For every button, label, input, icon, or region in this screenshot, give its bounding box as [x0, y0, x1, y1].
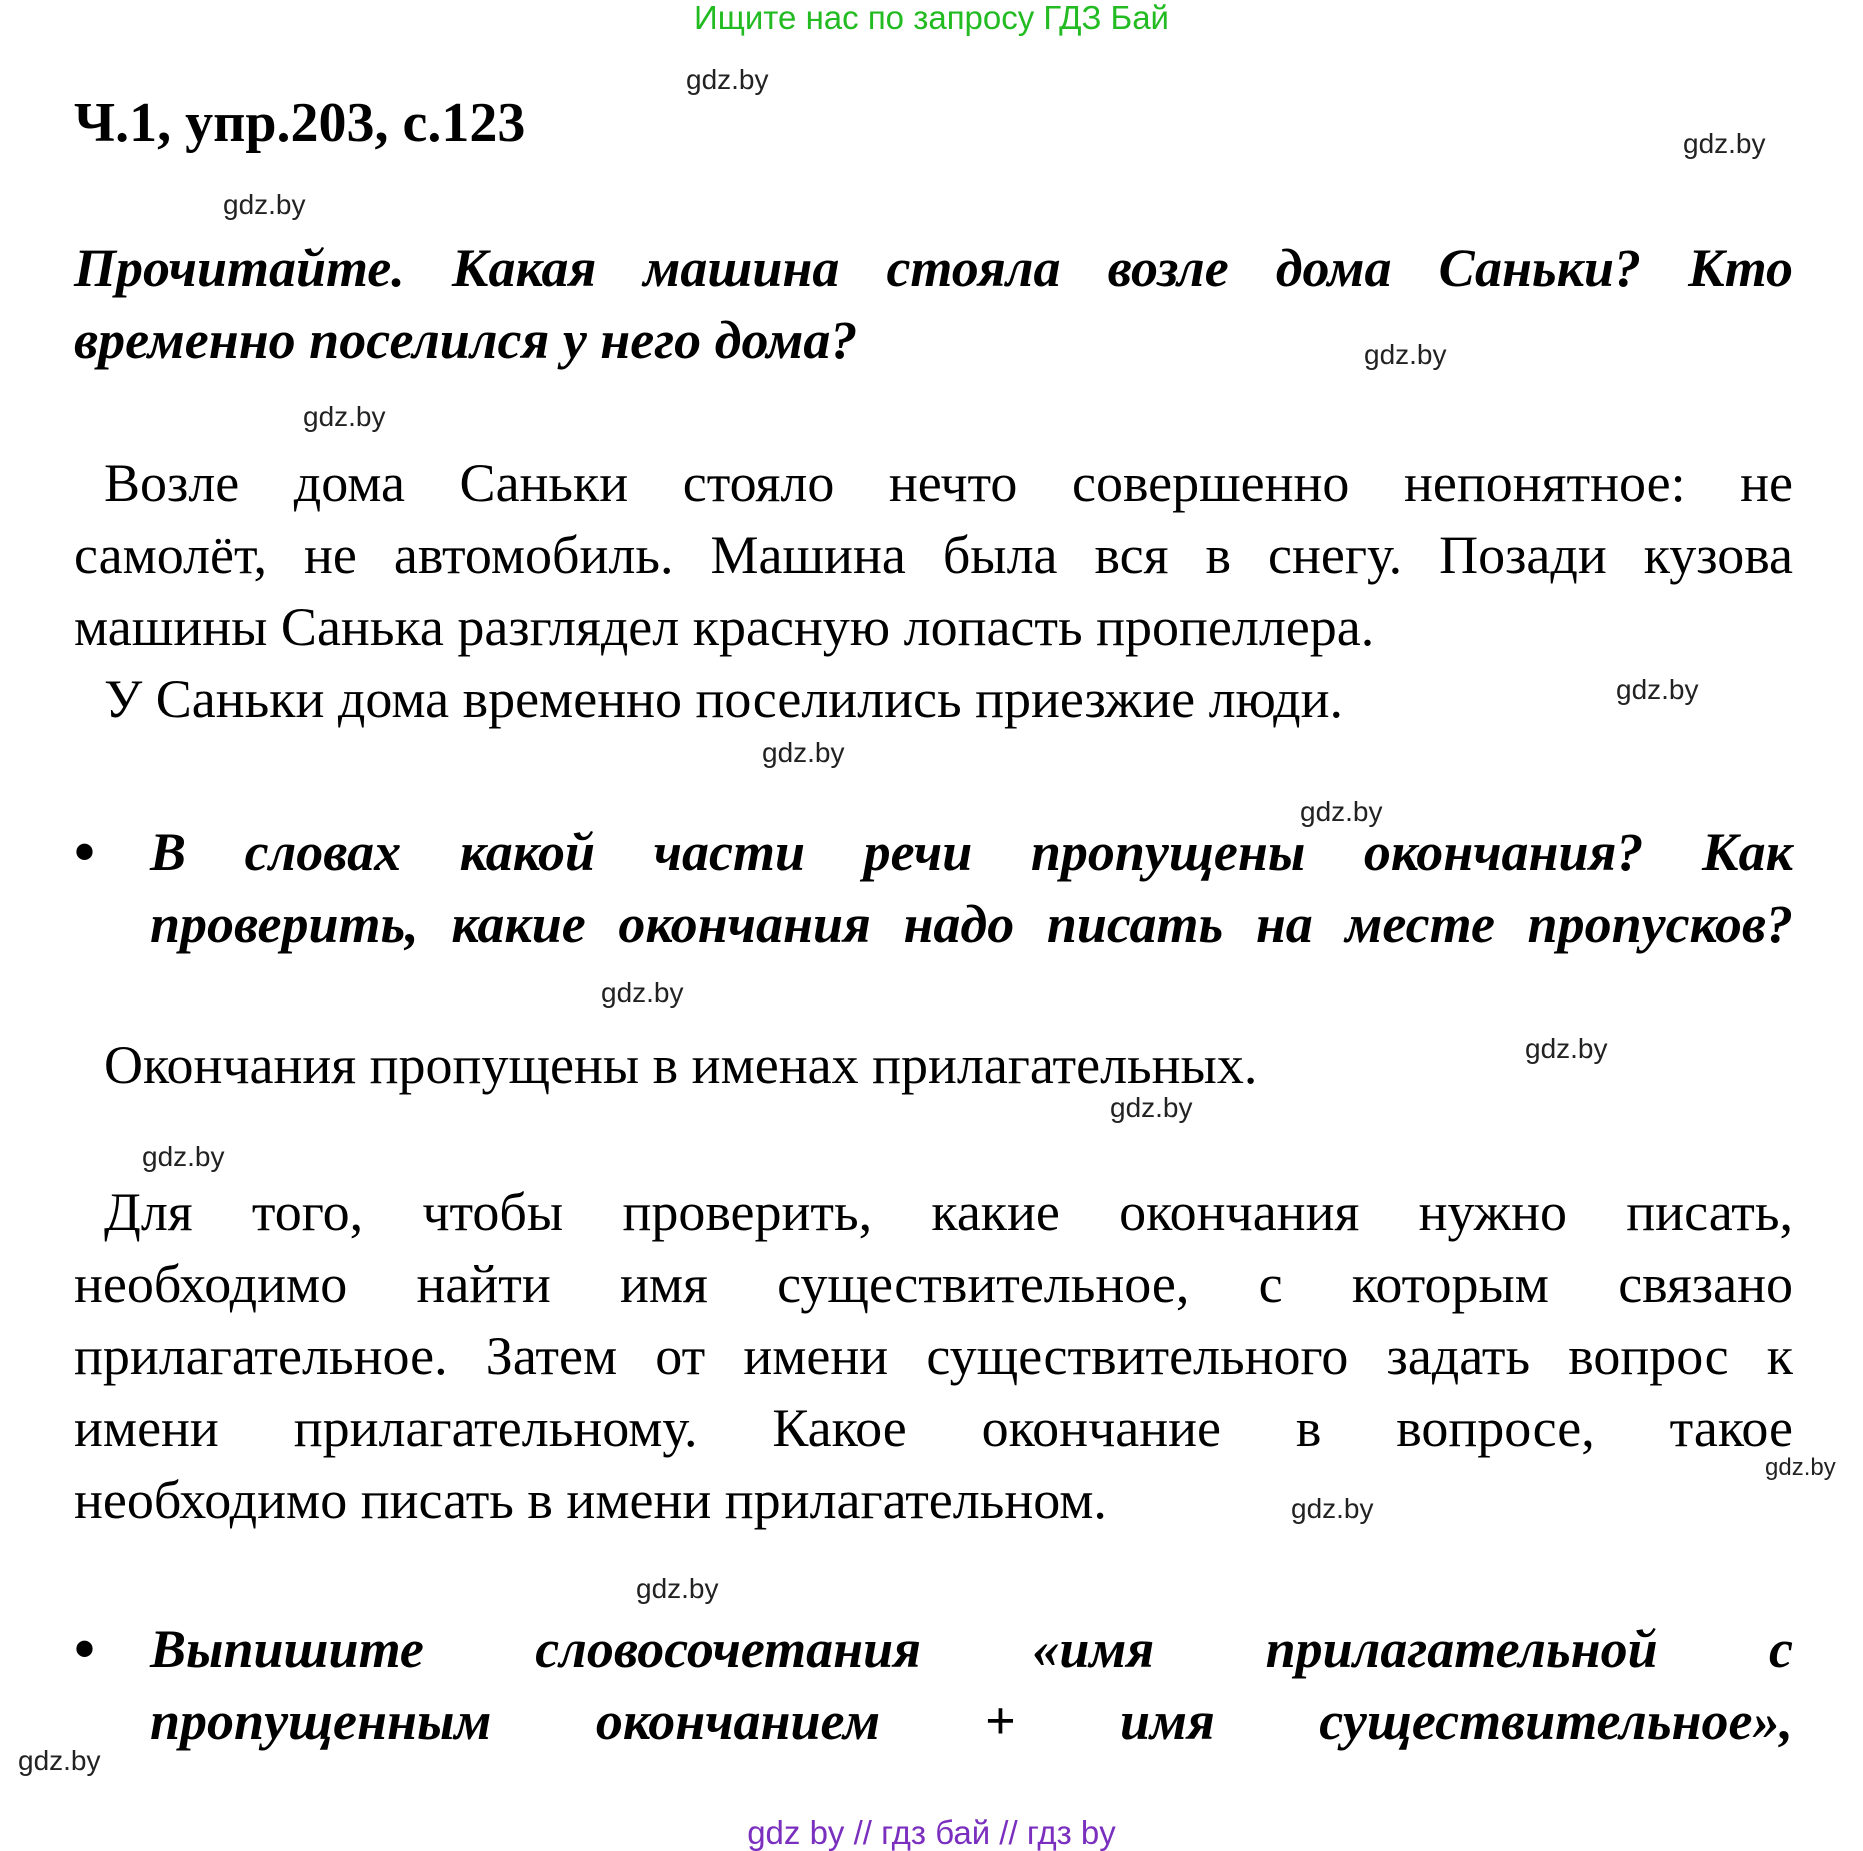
watermark: gdz.by [18, 1745, 101, 1776]
task-question-1 [74, 232, 1793, 376]
watermark: gdz.by [1616, 674, 1699, 705]
answer-3-line-2: необходимо найти имя существительное, с которым связано [74, 1254, 1793, 1314]
watermark: gdz.by [303, 401, 386, 432]
watermark: gdz.by [1525, 1033, 1608, 1064]
watermark: gdz.by [223, 189, 306, 220]
watermark: gdz.by [1364, 339, 1447, 370]
exercise-title: Ч.1, упр.203, с.123 [74, 92, 526, 154]
watermark: gdz.by [1765, 1454, 1836, 1481]
task-2-line-2: проверить, какие окончания надо писать на месте пропусков? [150, 894, 1793, 954]
task-question-2 [150, 816, 1793, 960]
answer-2: Окончания пропущены в именах прилагательных. [104, 1035, 1258, 1095]
search-banner: Ищите нас по запросу ГДЗ Бай [694, 0, 1169, 36]
footer-links: gdz by // гдз бай // гдз by [747, 1814, 1116, 1851]
watermark: gdz.by [142, 1141, 225, 1172]
bullet-point: • [74, 1616, 96, 1682]
watermark: gdz.by [1683, 128, 1766, 159]
task-3-line-2: пропущенным окончанием + имя существительное», [150, 1691, 1793, 1751]
watermark: gdz.by [1110, 1092, 1193, 1123]
task-2-line-1: В словах какой части речи пропущены окончания? Как [150, 822, 1793, 882]
bullet-point: • [74, 819, 96, 885]
answer-1 [74, 447, 1793, 735]
watermark: gdz.by [1300, 796, 1383, 827]
task-1-line-2: временно поселился у него дома? [74, 310, 858, 370]
answer-3-line-3: прилагательное. Затем от имени существительного задать вопрос к [74, 1326, 1793, 1386]
watermark: gdz.by [686, 64, 769, 95]
watermark: gdz.by [762, 737, 845, 768]
answer-3-line-4: имени прилагательному. Какое окончание в вопросе, такое [74, 1398, 1793, 1458]
task-1-line-1: Прочитайте. Какая машина стояла возле дома Саньки? Кто [74, 238, 1793, 298]
watermark: gdz.by [601, 977, 684, 1008]
answer-1-line-2: самолёт, не автомобиль. Машина была вся в снегу. Позади кузова [74, 525, 1793, 585]
task-question-3 [150, 1613, 1793, 1757]
answer-3-line-5: необходимо писать в имени прилагательном. [74, 1470, 1107, 1530]
answer-1-line-1: Возле дома Саньки стояло нечто совершенно непонятное: не [104, 453, 1793, 513]
answer-1-line-4: У Саньки дома временно поселились приезжие люди. [104, 669, 1343, 729]
watermark: gdz.by [636, 1573, 719, 1604]
answer-3-line-1: Для того, чтобы проверить, какие окончания нужно писать, [104, 1182, 1793, 1242]
answer-3 [74, 1176, 1793, 1536]
watermark: gdz.by [1291, 1493, 1374, 1524]
task-3-line-1: Выпишите словосочетания «имя прилагательной с [150, 1619, 1793, 1679]
answer-1-line-3: машины Санька разглядел красную лопасть пропеллера. [74, 597, 1375, 657]
